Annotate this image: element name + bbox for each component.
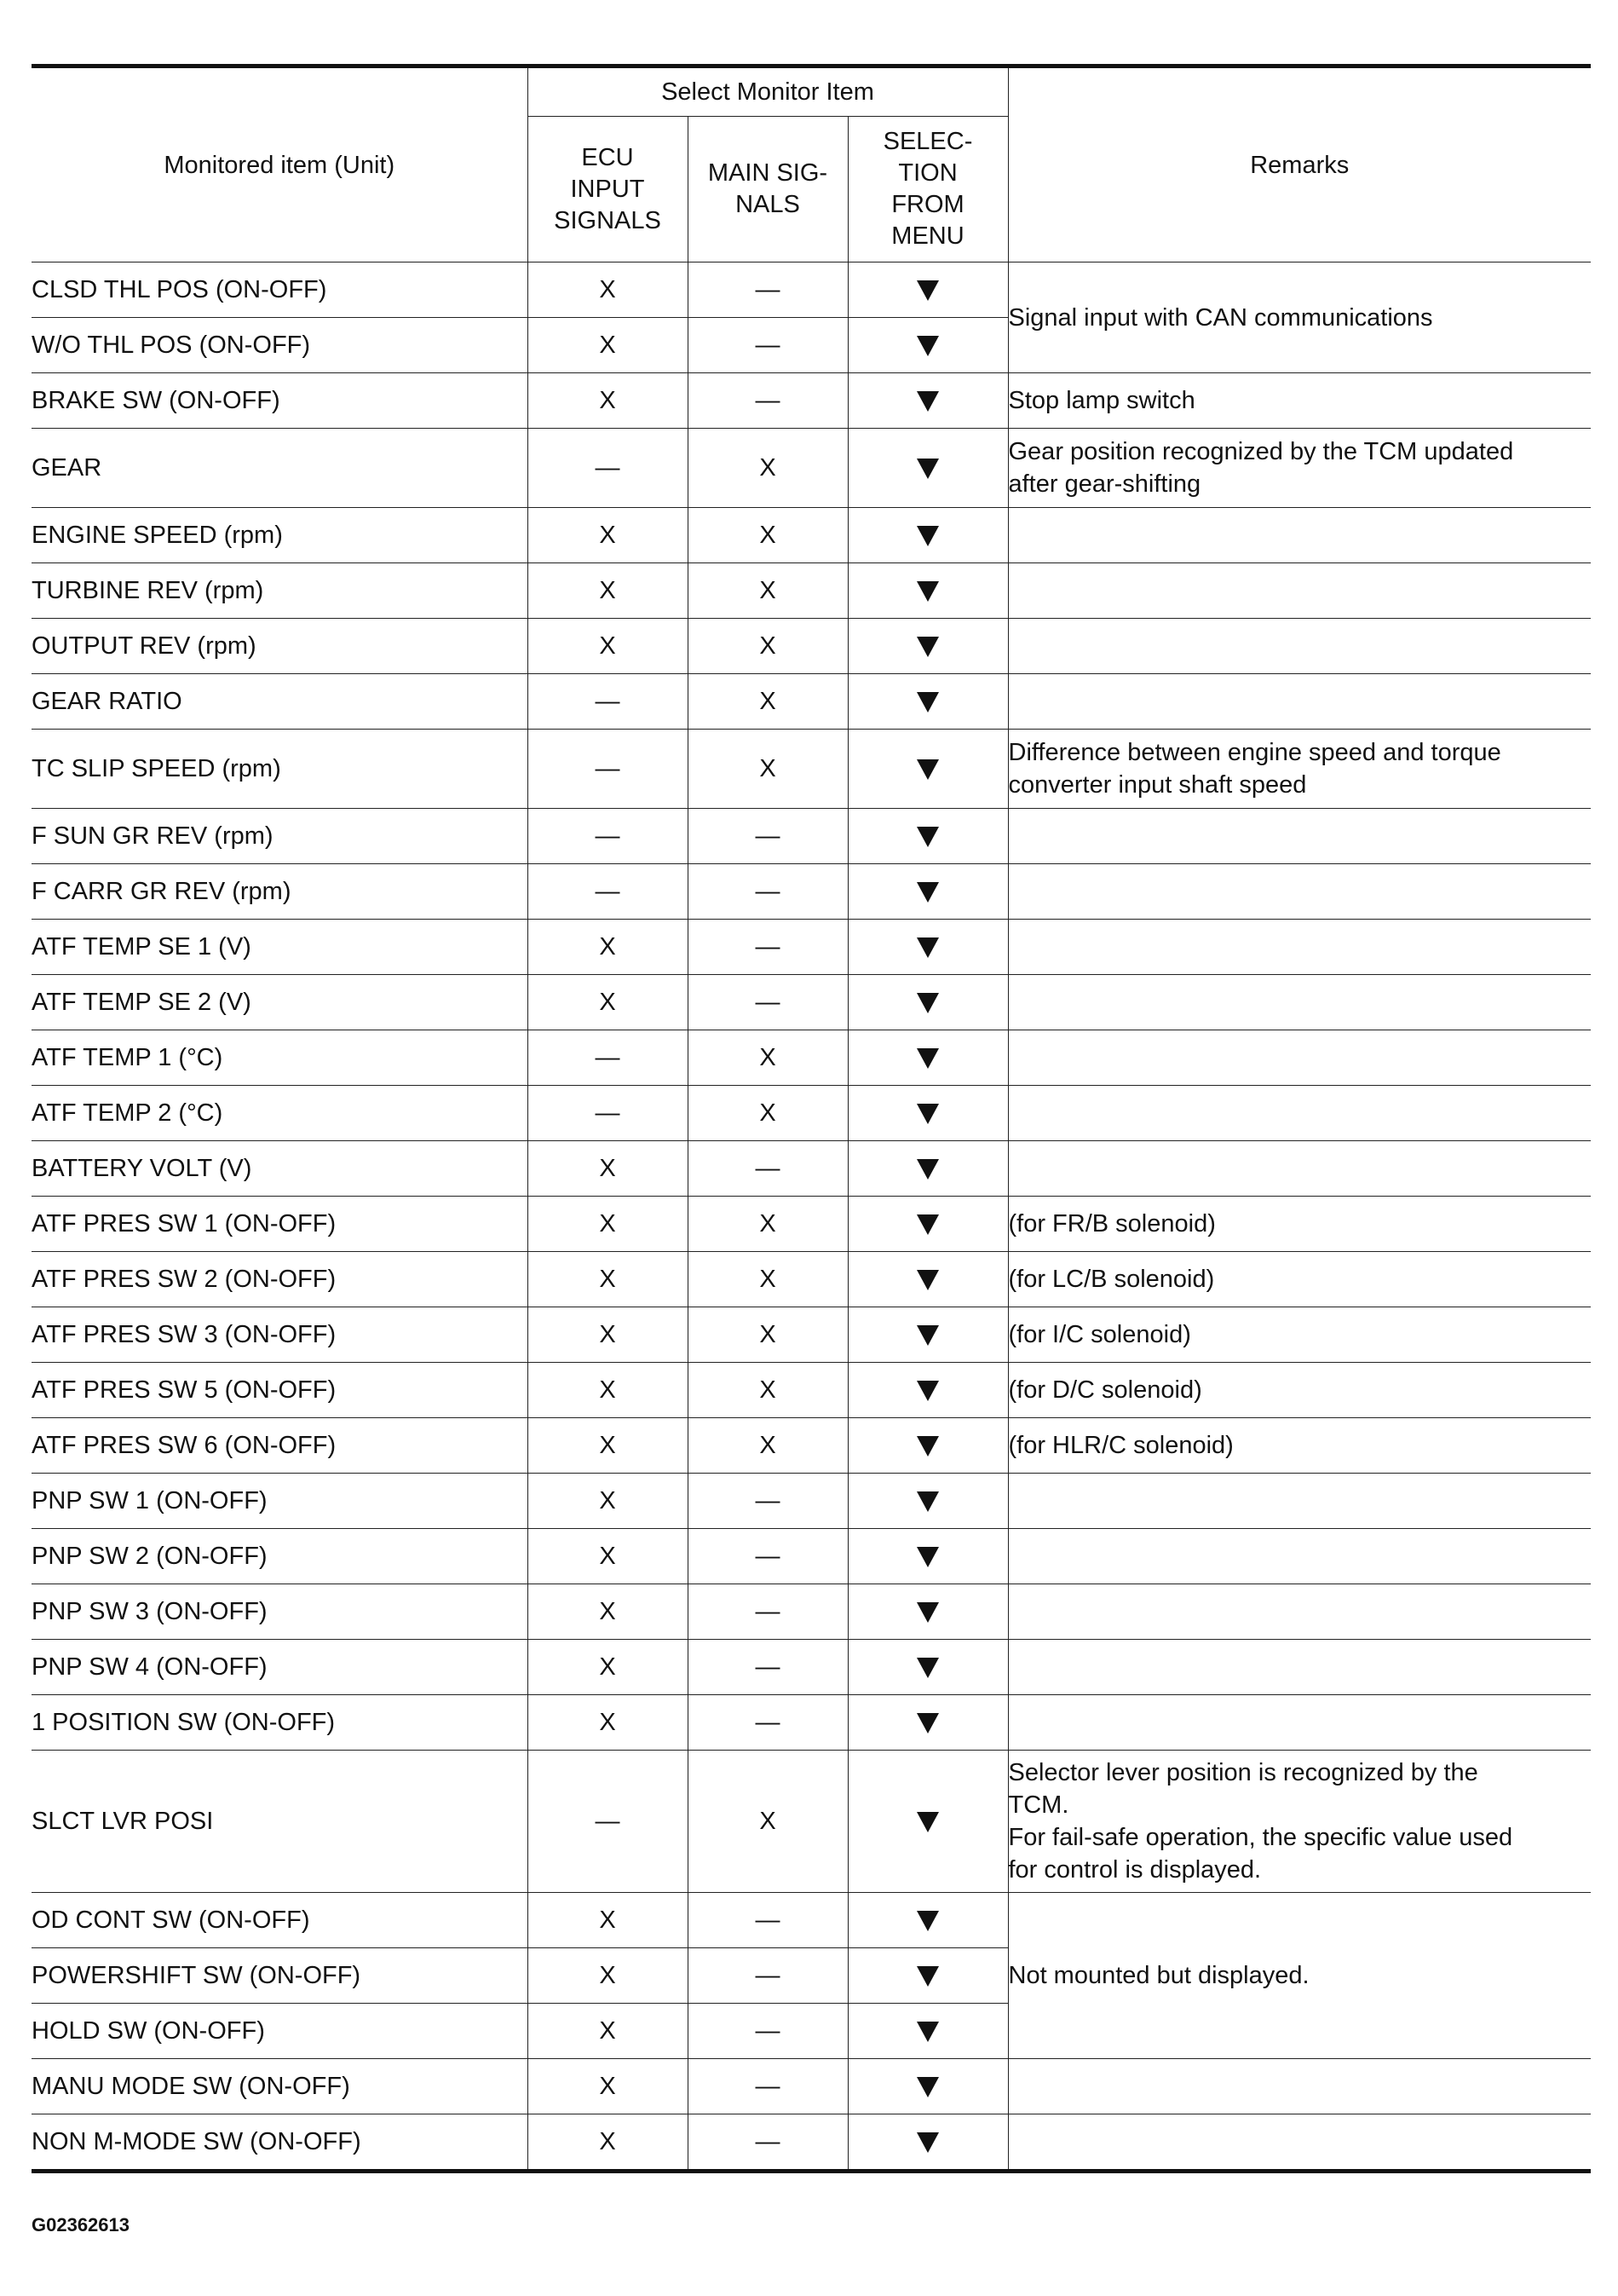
ecu-input-mark: X xyxy=(527,975,688,1030)
ecu-input-mark: X xyxy=(527,1197,688,1252)
remarks-cell xyxy=(1008,674,1591,730)
selection-from-menu-cell xyxy=(848,920,1008,975)
selection-from-menu-cell xyxy=(848,1086,1008,1141)
remarks-cell xyxy=(1008,2114,1591,2172)
selection-from-menu-cell xyxy=(848,730,1008,809)
selection-from-menu-cell xyxy=(848,2059,1008,2114)
table-row xyxy=(32,1529,1591,1584)
main-signal-mark: — xyxy=(688,2004,848,2059)
table-row xyxy=(32,1307,1591,1363)
ecu-input-mark: — xyxy=(527,864,688,920)
black-down-triangle-icon xyxy=(917,1048,939,1069)
selection-from-menu-cell xyxy=(848,1307,1008,1363)
ecu-input-mark: X xyxy=(527,1141,688,1197)
black-down-triangle-icon xyxy=(917,1966,939,1987)
ecu-input-mark: — xyxy=(527,674,688,730)
black-down-triangle-icon xyxy=(917,937,939,958)
black-down-triangle-icon xyxy=(917,391,939,412)
black-down-triangle-icon xyxy=(917,759,939,780)
monitored-item-cell: BATTERY VOLT (V) xyxy=(32,1141,527,1197)
ecu-input-signals-header-line: ECU xyxy=(581,143,634,171)
black-down-triangle-icon xyxy=(917,637,939,657)
black-down-triangle-icon xyxy=(917,1911,939,1931)
ecu-input-mark: X xyxy=(527,508,688,563)
monitored-item-cell: W/O THL POS (ON-OFF) xyxy=(32,318,527,373)
main-signals-header-line: MAIN SIG- xyxy=(707,159,828,187)
black-down-triangle-icon xyxy=(917,1436,939,1457)
black-down-triangle-icon xyxy=(917,993,939,1013)
ecu-input-signals-header-line: INPUT xyxy=(570,175,645,203)
monitored-item-cell: OUTPUT REV (rpm) xyxy=(32,619,527,674)
monitored-item-cell: PNP SW 4 (ON-OFF) xyxy=(32,1640,527,1695)
main-signals-header-line: NALS xyxy=(735,191,800,218)
main-signal-mark: X xyxy=(688,730,848,809)
remarks-cell: (for I/C solenoid) xyxy=(1008,1307,1591,1363)
monitored-item-cell: HOLD SW (ON-OFF) xyxy=(32,2004,527,2059)
selection-from-menu-header-line: FROM xyxy=(891,191,964,218)
monitored-item-cell: ATF PRES SW 6 (ON-OFF) xyxy=(32,1418,527,1474)
remarks-cell: (for LC/B solenoid) xyxy=(1008,1252,1591,1307)
remarks-cell xyxy=(1008,1640,1591,1695)
table-row xyxy=(32,1141,1591,1197)
black-down-triangle-icon xyxy=(917,1104,939,1124)
table-row xyxy=(32,864,1591,920)
monitored-item-cell: F CARR GR REV (rpm) xyxy=(32,864,527,920)
main-signal-mark: X xyxy=(688,1197,848,1252)
monitored-item-cell: PNP SW 3 (ON-OFF) xyxy=(32,1584,527,1640)
black-down-triangle-icon xyxy=(917,2132,939,2153)
monitored-item-cell: TC SLIP SPEED (rpm) xyxy=(32,730,527,809)
selection-from-menu-cell xyxy=(848,1418,1008,1474)
black-down-triangle-icon xyxy=(917,2077,939,2097)
monitored-item-cell: GEAR xyxy=(32,429,527,508)
main-signal-mark: — xyxy=(688,318,848,373)
remark-line: converter input shaft speed xyxy=(1008,771,1307,799)
selection-from-menu-cell xyxy=(848,975,1008,1030)
remarks-cell xyxy=(1008,864,1591,920)
main-signal-mark: — xyxy=(688,2059,848,2114)
black-down-triangle-icon xyxy=(917,1658,939,1678)
monitored-item-cell: ENGINE SPEED (rpm) xyxy=(32,508,527,563)
remarks-cell xyxy=(1008,1474,1591,1529)
monitored-item-cell: ATF TEMP 2 (°C) xyxy=(32,1086,527,1141)
main-signal-mark: — xyxy=(688,1529,848,1584)
main-signal-mark: — xyxy=(688,373,848,429)
monitored-item-cell: TURBINE REV (rpm) xyxy=(32,563,527,619)
monitored-item-cell: BRAKE SW (ON-OFF) xyxy=(32,373,527,429)
ecu-input-mark: — xyxy=(527,429,688,508)
table-row xyxy=(32,262,1591,318)
black-down-triangle-icon xyxy=(917,827,939,847)
main-signal-mark: — xyxy=(688,1141,848,1197)
main-signal-mark: X xyxy=(688,563,848,619)
remarks-cell xyxy=(1008,2059,1591,2114)
ecu-input-mark: X xyxy=(527,1948,688,2004)
monitor-item-table-sheet xyxy=(32,64,1591,2173)
main-signal-mark: — xyxy=(688,1893,848,1948)
main-signal-mark: — xyxy=(688,1948,848,2004)
remarks-cell xyxy=(1008,730,1591,809)
table-row xyxy=(32,1086,1591,1141)
table-row xyxy=(32,508,1591,563)
main-signal-mark: X xyxy=(688,429,848,508)
table-row xyxy=(32,920,1591,975)
selection-from-menu-cell xyxy=(848,1363,1008,1418)
selection-from-menu-header xyxy=(848,117,1008,262)
monitored-item-cell: PNP SW 2 (ON-OFF) xyxy=(32,1529,527,1584)
table-row xyxy=(32,1252,1591,1307)
selection-from-menu-cell xyxy=(848,1695,1008,1751)
ecu-input-mark: X xyxy=(527,262,688,318)
selection-from-menu-header-line: MENU xyxy=(891,222,964,250)
ecu-input-mark: X xyxy=(527,1893,688,1948)
ecu-input-mark: X xyxy=(527,1529,688,1584)
remark-line: Selector lever position is recognized by the xyxy=(1008,1759,1478,1786)
ecu-input-mark: — xyxy=(527,1086,688,1141)
black-down-triangle-icon xyxy=(917,526,939,546)
main-signal-mark: — xyxy=(688,1474,848,1529)
black-down-triangle-icon xyxy=(917,280,939,301)
main-signals-header xyxy=(688,117,848,262)
table-row xyxy=(32,619,1591,674)
monitored-item-cell: NON M-MODE SW (ON-OFF) xyxy=(32,2114,527,2172)
monitored-item-cell: CLSD THL POS (ON-OFF) xyxy=(32,262,527,318)
ecu-input-mark: X xyxy=(527,1584,688,1640)
table-row xyxy=(32,975,1591,1030)
remarks-cell xyxy=(1008,1030,1591,1086)
selection-from-menu-cell xyxy=(848,1252,1008,1307)
main-signal-mark: — xyxy=(688,809,848,864)
monitored-item-cell: PNP SW 1 (ON-OFF) xyxy=(32,1474,527,1529)
selection-from-menu-cell xyxy=(848,1640,1008,1695)
ecu-input-mark: X xyxy=(527,373,688,429)
selection-from-menu-cell xyxy=(848,2114,1008,2172)
remark-line: For fail-safe operation, the specific value used xyxy=(1008,1824,1513,1851)
selection-from-menu-cell xyxy=(848,674,1008,730)
monitor-item-table xyxy=(32,64,1591,2173)
black-down-triangle-icon xyxy=(917,882,939,903)
monitored-item-cell: ATF TEMP 1 (°C) xyxy=(32,1030,527,1086)
table-row xyxy=(32,674,1591,730)
black-down-triangle-icon xyxy=(917,1812,939,1832)
monitored-item-cell: OD CONT SW (ON-OFF) xyxy=(32,1893,527,1948)
remarks-cell: Stop lamp switch xyxy=(1008,373,1591,429)
remarks-cell xyxy=(1008,975,1591,1030)
selection-from-menu-cell xyxy=(848,429,1008,508)
ecu-input-mark: — xyxy=(527,1030,688,1086)
selection-from-menu-cell xyxy=(848,563,1008,619)
ecu-input-mark: X xyxy=(527,1252,688,1307)
main-signal-mark: X xyxy=(688,1307,848,1363)
main-signal-mark: X xyxy=(688,508,848,563)
selection-from-menu-cell xyxy=(848,809,1008,864)
main-signal-mark: X xyxy=(688,1363,848,1418)
black-down-triangle-icon xyxy=(917,1713,939,1734)
monitored-item-cell: ATF PRES SW 5 (ON-OFF) xyxy=(32,1363,527,1418)
black-down-triangle-icon xyxy=(917,1214,939,1235)
remarks-cell xyxy=(1008,619,1591,674)
monitored-item-cell: 1 POSITION SW (ON-OFF) xyxy=(32,1695,527,1751)
selection-from-menu-cell xyxy=(848,1474,1008,1529)
monitored-item-cell: GEAR RATIO xyxy=(32,674,527,730)
remarks-cell xyxy=(1008,809,1591,864)
ecu-input-mark: — xyxy=(527,730,688,809)
main-signal-mark: X xyxy=(688,1418,848,1474)
ecu-input-mark: X xyxy=(527,920,688,975)
remark-line: after gear-shifting xyxy=(1008,470,1201,498)
ecu-input-mark: X xyxy=(527,1474,688,1529)
figure-id-label: G02362613 xyxy=(32,2214,130,2235)
selection-from-menu-cell xyxy=(848,619,1008,674)
black-down-triangle-icon xyxy=(917,336,939,356)
ecu-input-mark: — xyxy=(527,1751,688,1893)
ecu-input-signals-header xyxy=(527,117,688,262)
main-signal-mark: X xyxy=(688,1751,848,1893)
monitored-item-header: Monitored item (Unit) xyxy=(32,66,527,262)
remark-line: for control is displayed. xyxy=(1008,1856,1262,1884)
remarks-cell: (for D/C solenoid) xyxy=(1008,1363,1591,1418)
table-row xyxy=(32,1584,1591,1640)
ecu-input-mark: X xyxy=(527,2114,688,2172)
remarks-cell xyxy=(1008,1086,1591,1141)
table-row xyxy=(32,429,1591,508)
black-down-triangle-icon xyxy=(917,1602,939,1623)
main-signal-mark: — xyxy=(688,262,848,318)
ecu-input-signals-header-line: SIGNALS xyxy=(554,206,661,234)
table-row xyxy=(32,1893,1591,1948)
black-down-triangle-icon xyxy=(917,1159,939,1180)
selection-from-menu-cell xyxy=(848,1141,1008,1197)
ecu-input-mark: X xyxy=(527,1307,688,1363)
remarks-cell: (for FR/B solenoid) xyxy=(1008,1197,1591,1252)
monitored-item-cell: ATF TEMP SE 2 (V) xyxy=(32,975,527,1030)
selection-from-menu-cell xyxy=(848,262,1008,318)
black-down-triangle-icon xyxy=(917,2022,939,2042)
black-down-triangle-icon xyxy=(917,1325,939,1346)
main-signal-mark: — xyxy=(688,2114,848,2172)
black-down-triangle-icon xyxy=(917,1547,939,1567)
black-down-triangle-icon xyxy=(917,1381,939,1401)
select-monitor-item-header: Select Monitor Item xyxy=(527,66,1008,117)
monitored-item-cell: SLCT LVR POSI xyxy=(32,1751,527,1893)
ecu-input-mark: X xyxy=(527,1418,688,1474)
selection-from-menu-cell xyxy=(848,508,1008,563)
selection-from-menu-cell xyxy=(848,1529,1008,1584)
remark-line: Gear position recognized by the TCM updated xyxy=(1008,438,1514,465)
remarks-cell xyxy=(1008,563,1591,619)
table-row xyxy=(32,1197,1591,1252)
monitored-item-cell: POWERSHIFT SW (ON-OFF) xyxy=(32,1948,527,2004)
remark-line: Difference between engine speed and torque xyxy=(1008,739,1501,766)
remarks-cell xyxy=(1008,1584,1591,1640)
monitored-item-cell: ATF PRES SW 3 (ON-OFF) xyxy=(32,1307,527,1363)
main-signal-mark: — xyxy=(688,1584,848,1640)
monitored-item-cell: ATF PRES SW 1 (ON-OFF) xyxy=(32,1197,527,1252)
black-down-triangle-icon xyxy=(917,692,939,712)
selection-from-menu-cell xyxy=(848,2004,1008,2059)
main-signal-mark: X xyxy=(688,619,848,674)
main-signal-mark: — xyxy=(688,1640,848,1695)
table-row xyxy=(32,563,1591,619)
remarks-cell xyxy=(1008,920,1591,975)
selection-from-menu-cell xyxy=(848,373,1008,429)
main-signal-mark: X xyxy=(688,1086,848,1141)
selection-from-menu-cell xyxy=(848,1948,1008,2004)
selection-from-menu-header-line: SELEC- xyxy=(883,128,973,155)
monitored-item-cell: ATF PRES SW 2 (ON-OFF) xyxy=(32,1252,527,1307)
black-down-triangle-icon xyxy=(917,1270,939,1290)
selection-from-menu-cell xyxy=(848,1030,1008,1086)
selection-from-menu-cell xyxy=(848,1751,1008,1893)
table-row xyxy=(32,2114,1591,2172)
ecu-input-mark: — xyxy=(527,809,688,864)
remarks-cell xyxy=(1008,1529,1591,1584)
table-row xyxy=(32,730,1591,809)
monitored-item-cell: F SUN GR REV (rpm) xyxy=(32,809,527,864)
main-signal-mark: X xyxy=(688,674,848,730)
monitored-item-cell: ATF TEMP SE 1 (V) xyxy=(32,920,527,975)
ecu-input-mark: X xyxy=(527,1695,688,1751)
ecu-input-mark: X xyxy=(527,2004,688,2059)
table-row xyxy=(32,1695,1591,1751)
main-signal-mark: — xyxy=(688,975,848,1030)
ecu-input-mark: X xyxy=(527,318,688,373)
main-signal-mark: X xyxy=(688,1252,848,1307)
main-signal-mark: — xyxy=(688,920,848,975)
monitored-item-cell: MANU MODE SW (ON-OFF) xyxy=(32,2059,527,2114)
table-row xyxy=(32,1363,1591,1418)
remarks-cell: Signal input with CAN communications xyxy=(1008,262,1591,373)
remark-line: TCM. xyxy=(1008,1791,1069,1819)
remarks-cell xyxy=(1008,508,1591,563)
selection-from-menu-cell xyxy=(848,1584,1008,1640)
selection-from-menu-cell xyxy=(848,318,1008,373)
remarks-cell: (for HLR/C solenoid) xyxy=(1008,1418,1591,1474)
ecu-input-mark: X xyxy=(527,619,688,674)
table-row xyxy=(32,1640,1591,1695)
black-down-triangle-icon xyxy=(917,1491,939,1512)
remarks-cell xyxy=(1008,1141,1591,1197)
ecu-input-mark: X xyxy=(527,1640,688,1695)
main-signal-mark: — xyxy=(688,1695,848,1751)
selection-from-menu-cell xyxy=(848,1893,1008,1948)
ecu-input-mark: X xyxy=(527,563,688,619)
table-row xyxy=(32,1418,1591,1474)
remarks-header: Remarks xyxy=(1008,66,1591,262)
selection-from-menu-cell xyxy=(848,1197,1008,1252)
table-row xyxy=(32,2059,1591,2114)
remarks-cell: Not mounted but displayed. xyxy=(1008,1893,1591,2059)
selection-from-menu-header-line: TION xyxy=(898,159,958,187)
ecu-input-mark: X xyxy=(527,1363,688,1418)
remarks-cell xyxy=(1008,1751,1591,1893)
black-down-triangle-icon xyxy=(917,581,939,602)
table-row xyxy=(32,1030,1591,1086)
ecu-input-mark: X xyxy=(527,2059,688,2114)
remarks-cell xyxy=(1008,1695,1591,1751)
main-signal-mark: X xyxy=(688,1030,848,1086)
remarks-cell xyxy=(1008,429,1591,508)
table-row xyxy=(32,373,1591,429)
main-signal-mark: — xyxy=(688,864,848,920)
table-row xyxy=(32,809,1591,864)
table-row xyxy=(32,1751,1591,1893)
table-row xyxy=(32,1474,1591,1529)
selection-from-menu-cell xyxy=(848,864,1008,920)
black-down-triangle-icon xyxy=(917,459,939,479)
